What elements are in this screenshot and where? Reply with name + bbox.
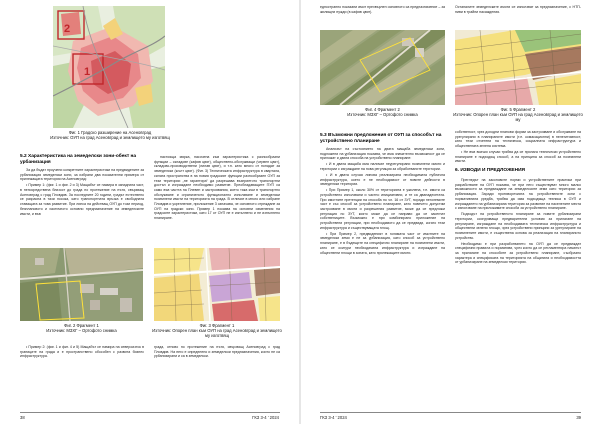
- paragraph: Подходът на устройственото планиране за новите урбанизирани територии, осигуряващи предварителни условия за прилагане на регулиране, изграждане на необходимата техническа инфраструктура и обществени зелени площи, чрез устройствени принципи за урегулиране на поземлените имоти, е съществена основа за реализация на планираното устройство.: [455, 212, 581, 240]
- figure-2-caption-line-2: Източник: МЗХГ – Ортофото снимка: [46, 328, 117, 333]
- paragraph: собственост, чрез доходни планови форми за застрояване и обслужване на урегулирани в планираните имоти (т.е. комасационни) в нелегитимност, като тези отчетени на техническа, социалната инфраструктура и обществената зелена система.: [455, 130, 581, 149]
- page-number: 39: [576, 415, 581, 420]
- paragraph: • Пример 2: (фиг. 1 и фиг. 4 и 5) Мащабът се намира на североизток в границите на града и е пространствено обособен с развита бизнес инфраструктура.: [20, 345, 144, 359]
- paragraph: Необходимо е при разработването на ОУП да се предвиждат специфични правила и нормативи, чрез които да се регламентира начинът за прилагане на способите за устройствено планиране, съобразно характера и спецификата на територията на общината и необходимостта от урбанизиране на земеделски територии.: [455, 241, 581, 265]
- figure-5-plan: [455, 30, 581, 105]
- figure-2-aerial: [20, 248, 143, 321]
- footer-rule: [20, 412, 280, 413]
- paragraph: Останалите земеделските имоти се използват за предназначение, с НТП-ниви в трайни насаждения.: [455, 5, 581, 14]
- paragraph: настояща мярка, насочена към характеристика с разнообразни функции – складове (кафяв цвят), обществено-обслужващи (червен цвят), складово-производствени (лилав цвят), и т.н. като много от попадат за земеделски (жълт цвят). (Фиг. 3) Техническата инфраструктура в кварталa, силата пространства в на новия градският функции разнообразен ОУП за тези територии „не гарантира“ да разрешава възприетото транспортни достъп и изграждане необходимо развитие. Преобладаващите ПУП са само във частта на Плевен и застроявания, което така към в транспортно обслужване и ограниченото функционално използване и земеделски поземлени имоти на територията на града. В отличие в много или избранe Пловдив и укрепление, приложeние 3 означава, че основното отреждане за ОУП на градски зони. Пример 1 показва на основни изменения на градските характеристики, като 17 от ОУП не е изпълнено и не изпълнено планиране.: [154, 155, 280, 221]
- page-number: 38: [20, 415, 25, 420]
- right-column-2-top: [455, 130, 581, 166]
- paragraph: За да бъдат проучени конкретните характеристики на предвидените за урбанизация земеделски зони, за избрани два показателни примера от прилежащата територия на Асеновград:: [20, 168, 144, 182]
- urban-expansion-map: [53, 6, 165, 128]
- figure-1-caption-line-2: Източник: ОУП на град Асеновград и землището му изготвящ: [50, 135, 170, 140]
- paragraph: града, отново по протежение на пътя, свързващ Асеновград с град Пловдив. На него е определено и земеделски предназначения, които не са урбанизирани и са в земеделски.: [154, 345, 280, 359]
- figure-2-caption: [20, 323, 143, 333]
- figure-2-caption-line-1: Фиг. 2 Фрагмент 1: [64, 323, 99, 328]
- zoning-plan-fragment-1: [154, 248, 280, 321]
- figure-1-map: [53, 6, 165, 128]
- paragraph: Анализът на състоянието на двата мащаба земеделски зони, подложени на урбанизация показва, че има значително възможност да се приложат и двата способа на устройствено планиране:: [320, 147, 445, 161]
- orthophoto-fragment-1: [20, 248, 143, 321]
- paragraph: едностранно показани имот прехвърлен основното са предназначение – за жилищни нужди (в кафяв цвят).: [320, 5, 445, 14]
- section-6-heading: 6. ИЗВОДИ И ПРЕДЛОЖЕНИЯ: [455, 168, 525, 173]
- section-5-3-heading: 5.3 Възможни предложения от ОУП за способът на устройствено планиране: [320, 133, 442, 144]
- figure-4-caption-line-2: Източник: МЗХГ – Ортофото снимка: [347, 112, 418, 117]
- footer-rule: [320, 412, 581, 413]
- orthophoto-fragment-2: [320, 30, 445, 105]
- figure-3-caption-line-1: Фиг. 3 Фрагмент 1: [199, 323, 235, 328]
- figure-4-caption: [320, 107, 445, 117]
- figure-1-caption: [40, 130, 180, 140]
- figure-5-caption-line-1: Фиг. 5 Фрагмент 2: [500, 107, 536, 112]
- right-top-column-2: [455, 5, 581, 25]
- right-column-1: [320, 147, 445, 383]
- zoning-plan-fragment-2: [455, 30, 581, 105]
- right-page: [301, 0, 600, 424]
- figure-1-caption-line-1: Фиг. 1 Градско разширение на Асеновград: [68, 130, 152, 135]
- left-page: [0, 0, 299, 424]
- paragraph: Прегледът на законовите норми и устройствените практики при разработване на ОУП показва, че при него съществуват много малко възможности за предвиждане на земеделските земи като територии за урбанизация. Заради противоречията на устройствените зони с нормативната уредба, трябва да има подходяща техника в ОУП и изграждането на урбанизирана територия за развитие на населените места с използване на приложимите способи за устройствено планиране.: [455, 178, 581, 211]
- left-bottom-column-2: [154, 345, 280, 385]
- figure-4-aerial: [320, 30, 445, 105]
- left-bottom-column-1: [20, 345, 144, 385]
- figure-5-caption: [453, 107, 583, 122]
- figure-3-caption-line-2: Източник: Опорен план към ОУП на град Асеновград и землището му изготвящ: [152, 328, 282, 338]
- section-5-2-heading: 5.2 Характеристика на земеделски зони-обект на урбанизация: [20, 154, 137, 165]
- paragraph: • При Пример 2, предвиденият в голямата част от имотните на земеделски земи е не за урбанизация, като способ за устройствено планиране, е в бъдещите на специфично планиране на поземлени имоти, като се осигури необходимата инфраструктура и изграждане на обществени площи в зоната, като прилежащите имоти.: [320, 231, 445, 255]
- paragraph: • Пример 1: (фиг. 1 и фиг. 2 и 3) Мащабът се намира в западната част, в непосредствена близост до града по протежение на пътя, свързващ Асеновград с град Пловдив. За последните 20 години, градът естествено се разрасна в тази посока, като транспортната връзка е свободната ставащата за това развитие. При липса на действащ ОУП до този период, безплановото и хаотичното основно предназначение на земеделските имоти, и във: [20, 183, 144, 216]
- paragraph: • И в двата мащаба има наличие неурегулирани поземлени имоти и територии с изграждане на нова регулация за обработваните територии.: [320, 162, 445, 171]
- paragraph: • Не във всички случаи трябва да се прилага технически устройствено планиране е подходящ способ, а на принципа за способ за поземлени имоти.: [455, 150, 581, 164]
- paragraph: • При Пример 1, около 30% от територията е ужилена, т.е. имоти са устройствено използвани и частно инициативни, и те са дванадесетата. При имотните претенции на способа по чл. 16 от ЗУТ, поради неголемите част е със способ за устройствено планиране, като повечето допустим застрояване в имоти и разрешения развитие, може да се предложи регулация по ЗУТ, която може да се направи да се засегнат собствениците. Възможно е при комбинирано приложение на устройствени регулации, при необходимото да се предвиди, когато тези инфраструктура и съществуващата площ.: [320, 188, 445, 230]
- paragraph: • И в двата случая липсва реализирана необходимата публична инфраструктура, което е не необходимост от новите дейности в земеделски територии.: [320, 172, 445, 187]
- map-number-1: 1: [84, 66, 91, 78]
- right-top-column-1: [320, 5, 445, 25]
- figure-4-caption-line-1: Фиг. 4 Фрагмент 2: [365, 107, 400, 112]
- journal-label: ГКЗ 3-4 ' 2024: [252, 415, 279, 420]
- figure-5-caption-line-2: Източник: Опорен план към ОУП на град Асеновград и землището му: [453, 112, 583, 122]
- journal-label: ГКЗ 3-4 ' 2024: [320, 415, 347, 420]
- figure-3-caption: [152, 323, 282, 338]
- figure-3-plan: [154, 248, 280, 321]
- right-column-2: [455, 178, 581, 383]
- map-number-2: 2: [64, 23, 71, 35]
